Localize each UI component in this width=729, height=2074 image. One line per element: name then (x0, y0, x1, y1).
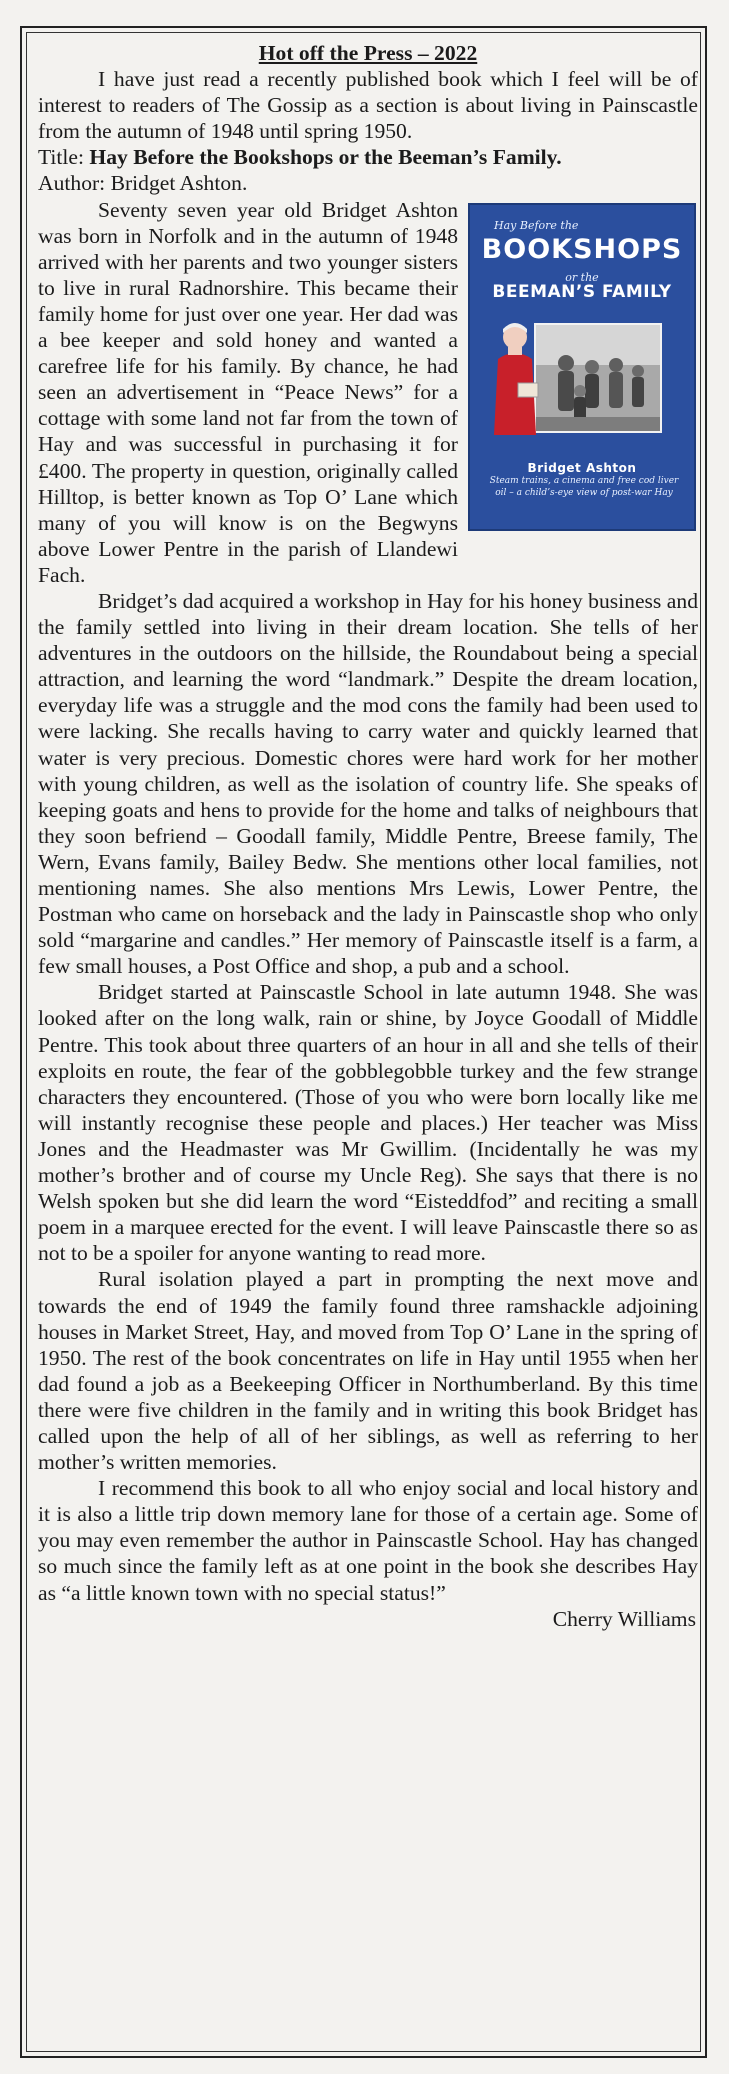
cover-title-bookshops: BOOKSHOPS (481, 233, 683, 265)
family-photo-illustration (536, 325, 660, 431)
body-paragraph: Bridget’s dad acquired a workshop in Hay for his honey business and the family settled into living in their dream location. She tells of her adventures in the outdoors on the hillside, the Roundabout being a special attraction, and learning the word “landmark.” Despite the dream location, everyday life was a struggle and the mod cons the family had been used to were lacking. She recalls having to carry water and quickly learned that water is very precious. Domestic chores were hard work for her mother with young children, as well as the isolation of country life. She speaks of keeping goats and hens to provide for the home and talks of neighbours that they soon befriend – Goodall family, Middle Pentre, Breese family, The Wern, Evans family, Bailey Bedw. She mentions other local families, not mentioning names. She also mentions Mrs Lewis, Lower Pentre, the Postman who came on horseback and the lady in Painscastle shop who only sold “margarine and candles.” Her memory of Painscastle itself is a farm, a few small houses, a Post Office and shop, a pub and a school. (38, 588, 698, 979)
cover-family-photo (534, 323, 662, 433)
body-paragraph: Bridget started at Painscastle School in late autumn 1948. She was looked after on the long walk, rain or shine, by Joyce Goodall of Middle Pentre. This took about three quarters of an hour in all and she tells of their exploits en route, the fear of the gobblegobble turkey and the few strange characters they encountered. (Those of you who were born locally like me will instantly recognise these people and places.) Her teacher was Miss Jones and the Headmaster was Mr Gwillim. (Incidentally he was my mother’s brother and of course my Uncle Reg). She says that there is no Welsh spoken but she did learn the word “Eisteddfod” and reciting a small poem in a marquee erected for the event. I will leave Painscastle there so as not to be a spoiler for anyone wanting to read more. (38, 980, 698, 1266)
body-paragraph: Rural isolation played a part in prompting the next move and towards the end of 1949 the family found three ramshackle adjoining houses in Market Street, Hay, and moved from Top O’ Lane in the spring of 1950. The rest of the book concentrates on life in Hay until 1955 when her dad found a job as a Beekeeping Officer in Northumberland. By this time there were five children in the family and in writing this book Bridget has called upon the help of all of her siblings, as well as referring to her mother’s written memories. (38, 1267, 698, 1475)
article (38, 40, 698, 1632)
title-label: Title: (38, 145, 90, 170)
cover-connector: or the (565, 270, 599, 284)
book-title-line (38, 144, 698, 170)
cover-woman-figure (490, 317, 540, 437)
book-cover-image (468, 203, 696, 531)
body-paragraph: Seventy seven year old Bridget Ashton was born in Norfolk and in the autumn of 1948 arrived with her parents and two younger sisters to live in rural Radnorshire. This became their family home for just over one year. Her dad was a bee keeper and sold honey and wanted a carefree life for his family. By chance, he had seen an advertisement in “Peace News” for a cottage with some land not far from the town of Hay and was successful in purchasing it for £400. The property in question, originally called Hilltop, is better known as Top O’ Lane which many of you will know is on the Begwyns above Lower Pentre in the parish of Llandewi Fach. (38, 197, 458, 587)
author-line: Author: Bridget Ashton. (38, 171, 248, 196)
signature: Cherry Williams (552, 1606, 696, 1631)
book-title: Hay Before the Bookshops or the Beeman’s Family (89, 145, 557, 170)
intro-paragraph: I have just read a recently published book which I feel will be of interest to readers of The Gossip as a section is about living in Painscastle from the autumn of 1948 until spring 1950. (38, 67, 698, 144)
cover-top-line: Hay Before the (494, 218, 579, 232)
cover-author: Bridget Ashton (527, 460, 637, 475)
body-paragraph: I recommend this book to all who enjoy social and local history and it is also a little trip down memory lane for those of a certain age. Some of you may even remember the author in Painscastle School. Hay has changed so much since the family left as at one point in the book she describes Hay as “a little known town with no special status!” (38, 1476, 698, 1605)
article-title: Hot off the Press – 2022 (258, 41, 478, 65)
book-title-end: . (556, 145, 562, 170)
cover-title-beeman: BEEMAN’S FAMILY (492, 281, 672, 302)
cover-tagline: Steam trains, a cinema and free cod liver oil – a child’s-eye view of post-war Hay (489, 475, 679, 498)
